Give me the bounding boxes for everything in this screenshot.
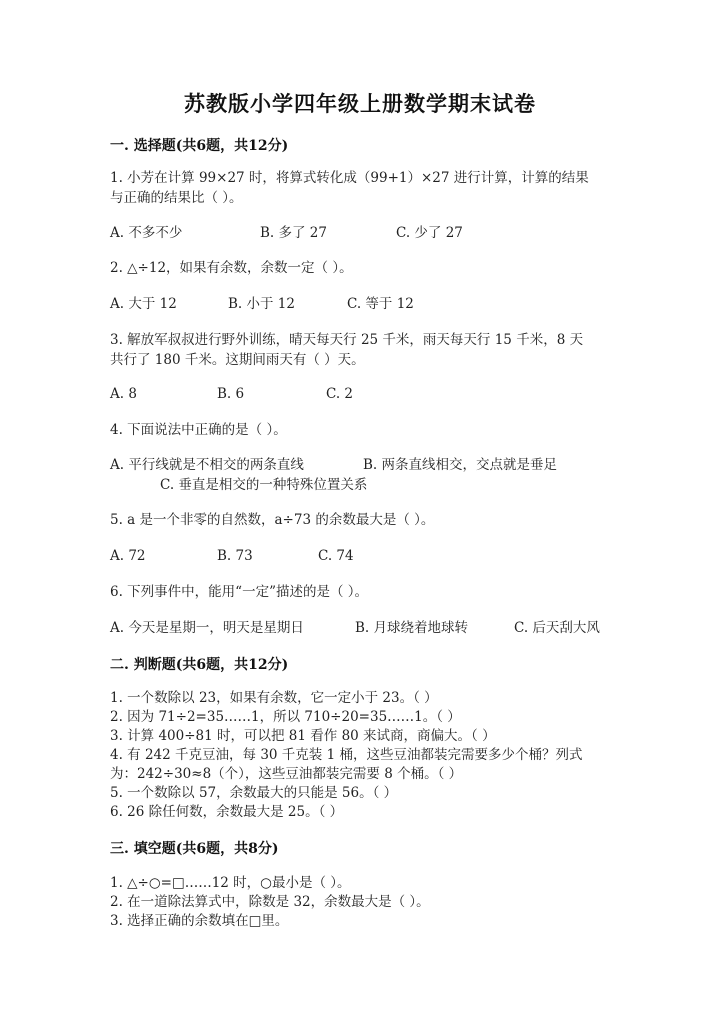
option-c: C. 少了 27 (396, 225, 463, 241)
option-c: C. 2 (326, 386, 354, 402)
option-a: A. 今天是星期一，明天是星期日 (110, 620, 304, 636)
section-heading-fill: 三. 填空题(共6题，共8分) (110, 841, 279, 857)
judge-item: 1. 一个数除以 23，如果有余数，它一定小于 23。（ ） (110, 690, 438, 706)
question-text: 4. 下面说法中正确的是（ ）。 (110, 422, 287, 438)
option-b: B. 两条直线相交，交点就是垂足 (363, 457, 558, 473)
question-text: 与正确的结果比（ ）。 (110, 190, 243, 206)
option-b: B. 月球绕着地球转 (355, 620, 469, 636)
option-a: A. 72 (110, 548, 146, 564)
question-text: 6. 下列事件中，能用“一定”描述的是（ ）。 (110, 584, 369, 600)
fill-item: 3. 选择正确的余数填在□里。 (110, 913, 289, 929)
section-heading-choice: 一. 选择题(共6题，共12分) (110, 138, 289, 154)
option-a: A. 8 (110, 386, 137, 402)
section-heading-judge: 二. 判断题(共6题，共12分) (110, 657, 289, 673)
judge-item: 6. 26 除任何数，余数最大是 25。（ ） (110, 804, 344, 820)
question-text: 共行了 180 千米。这期间雨天有（ ）天。 (110, 352, 365, 368)
judge-item: 4. 有 242 千克豆油，每 30 千克装 1 桶，这些豆油都装完需要多少个桶？列式 (110, 747, 583, 763)
option-a: A. 大于 12 (110, 296, 177, 312)
option-b: B. 小于 12 (228, 296, 295, 312)
question-text: 1. 小芳在计算 99×27 时，将算式转化成（99+1）×27 进行计算，计算的结果 (110, 170, 589, 186)
fill-item: 1. △÷○=□……12 时，○最小是（ ）。 (110, 875, 351, 891)
option-a: A. 平行线就是不相交的两条直线 (110, 457, 304, 473)
page-title: 苏教版小学四年级上册数学期末试卷 (184, 91, 536, 116)
question-text: 2. △÷12，如果有余数，余数一定（ ）。 (110, 260, 353, 276)
judge-item: 3. 计算 400÷81 时，可以把 81 看作 80 来试商，商偏大。（ ） (110, 728, 496, 744)
option-c: C. 等于 12 (347, 296, 414, 312)
option-c: C. 垂直是相交的一种特殊位置关系 (160, 477, 368, 493)
judge-item: 5. 一个数除以 57，余数最大的只能是 56。（ ） (110, 785, 398, 801)
judge-item: 2. 因为 71÷2=35……1，所以 710÷20=35……1。（ ） (110, 709, 461, 725)
option-c: C. 74 (318, 548, 354, 564)
option-b: B. 多了 27 (260, 225, 327, 241)
option-a: A. 不多不少 (110, 225, 183, 241)
option-c: C. 后天刮大风 (514, 620, 600, 636)
option-b: B. 73 (217, 548, 253, 564)
question-text: 3. 解放军叔叔进行野外训练，晴天每天行 25 千米，雨天每天行 15 千米，8 天 (110, 332, 584, 348)
fill-item: 2. 在一道除法算式中，除数是 32，余数最大是（ ）。 (110, 894, 430, 910)
option-b: B. 6 (217, 386, 245, 402)
judge-item: 为：242÷30≈8（个），这些豆油都装完需要 8 个桶。（ ） (110, 766, 463, 782)
question-text: 5. a 是一个非零的自然数，a÷73 的余数最大是（ ）。 (110, 512, 435, 528)
